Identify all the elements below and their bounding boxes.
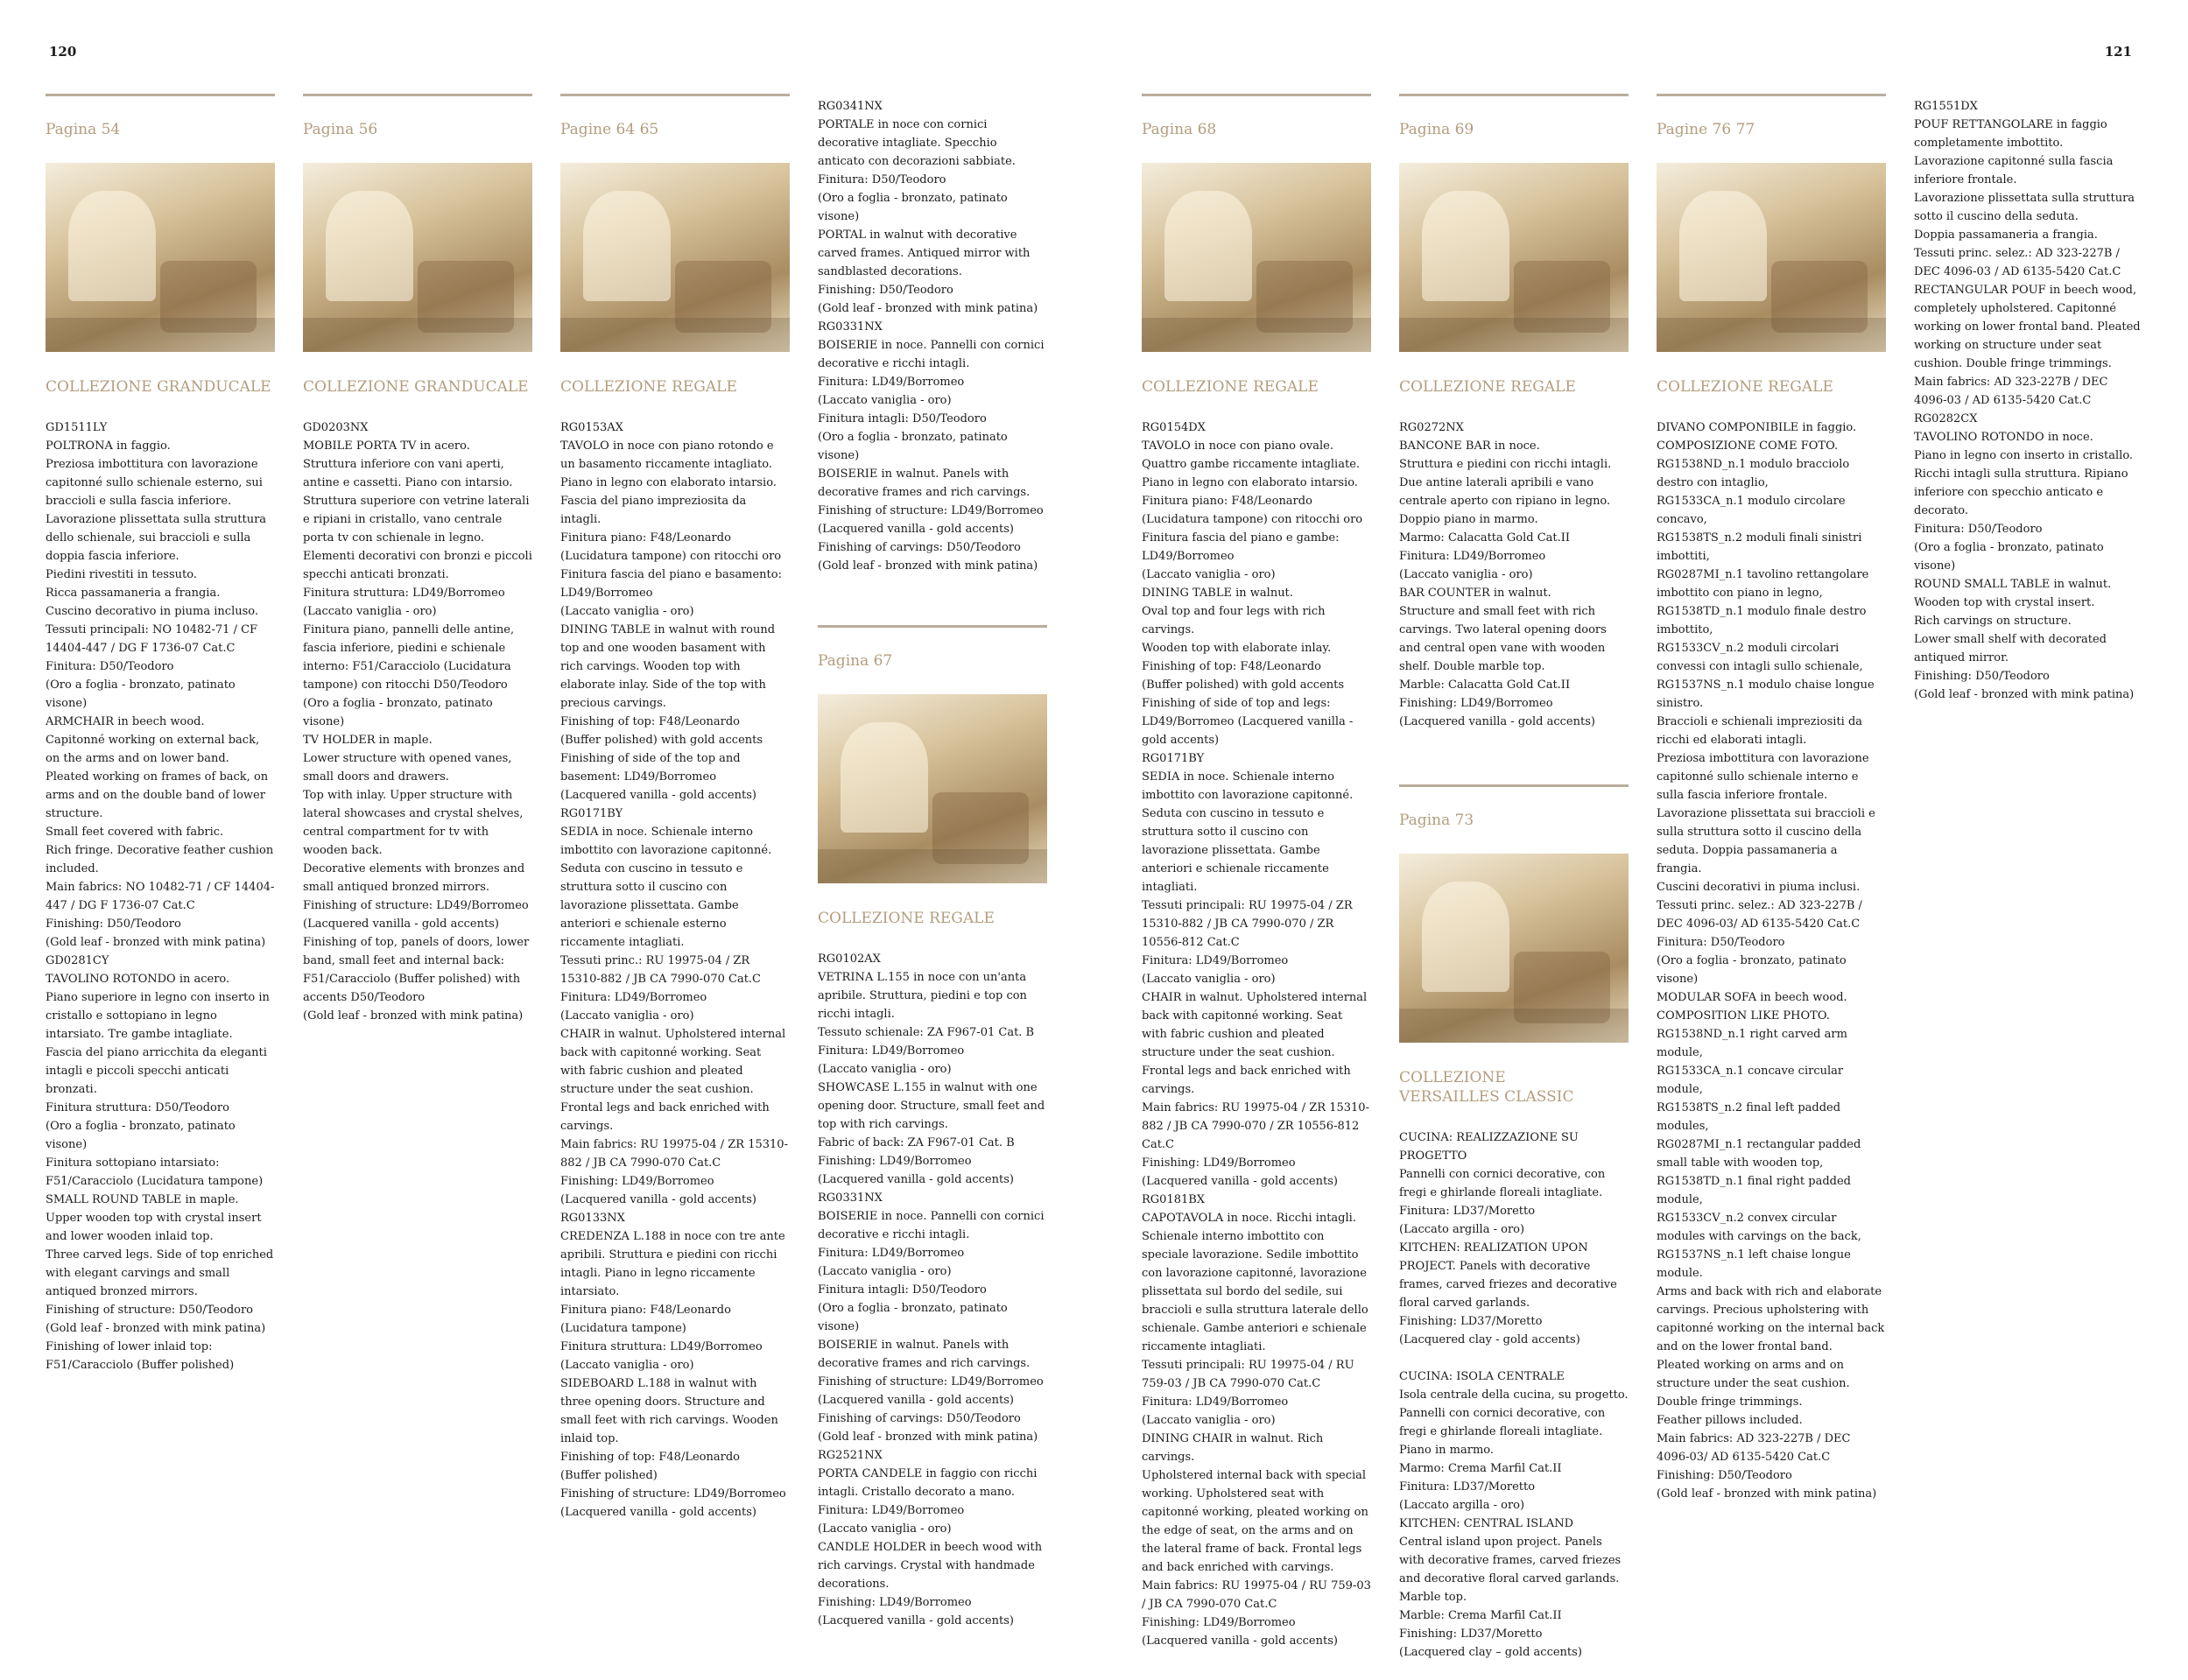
column-6 <box>1399 75 1629 1680</box>
collection-title: COLLEZIONE REGALE <box>560 378 737 396</box>
page-reference: Pagina 54 <box>46 121 121 138</box>
product-photo <box>1657 163 1886 352</box>
column-rule <box>303 94 532 96</box>
column-rule <box>560 94 790 96</box>
product-description: RG0272NX BANCONE BAR in noce. Struttura e piedini con ricchi intagli. Due antine laterali apribili e vano centrale aperto con ripiano in legno. Doppio piano in marmo. Marmo: Calacatta Gold Cat.II Finitura: LD49/Borromeo (Laccato vaniglia - oro) BAR COUNTER in walnut. Structure and small feet with rich carvings. Two lateral opening doors and central open vane with wooden shelf. Double marble top. Marble: Calacatta Gold Cat.II Finishing: LD49/Borromeo (Lacquered vanilla - gold accents) <box>1399 421 1612 728</box>
product-description: RG0154DX TAVOLO in noce con piano ovale. Quattro gambe riccamente intagliate. Piano in legno con elaborato intarsio. Finitura piano: F48/Leonardo (Lucidatura tampone) con ritocchi oro Finitura fascia del piano e gambe: LD49/Borromeo (Laccato vaniglia - oro) DINING TABLE in walnut. Oval top and four legs with rich carvings. Wooden top with elaborate inlay. Finishing of top: F48/Leonardo (Buffer polished) with gold accents Finishing of side of top and legs: LD49/Borromeo (Lacquered vanilla - gold accents) RG0171BY SEDIA in noce. Schienale interno imbottito con lavorazione capitonné. Seduta con cuscino in tessuto e struttura sotto il cuscino con lavorazione plissettata. Gambe anteriori e schienale riccamente intagliati. Tessuti principali: RU 19975-04 / ZR 15310-882 / JB CA 7990-070 / ZR 10556-812 Cat.C Finitura: LD49/Borromeo (Laccato vaniglia - oro) CHAIR in walnut. Upholstered internal back with capitonné working. Seat with fabric cushion and pleated structure under the seat cushion. Frontal legs and back enriched with carvings. Main fabrics: RU 19975-04 / ZR 15310-882 / JB CA 7990-070 / ZR 10556-812 Cat.C Finishing: LD49/Borromeo (Lacquered vanilla - gold accents) RG0181BX CAPOTAVOLA in noce. Ricchi intagli. Schienale interno imbottito con speciale lavorazione. Sedile imbottito con lavorazione capitonné, lavorazione plissettata sul bordo del sedile, sui braccioli e sulla struttura laterale dello schienale. Gambe anteriori e schienale riccamente intagliati. Tessuti principali: RU 19975-04 / RU 759-03 / JB CA 7990-070 Cat.C Finitura: LD49/Borromeo (Laccato vaniglia - oro) DINING CHAIR in walnut. Rich carvings. Upholstered internal back with special working. Upholstered seat with capitonné working, pleated working on the edge of seat, on the arms and on the lateral frame of back. Frontal legs and back enriched with carvings. Main fabrics: RU 19975-04 / RU 759-03 / JB CA 7990-070 Cat.C Finishing: LD49/Borromeo (Lacquered vanilla - gold accents) <box>1142 421 1371 1648</box>
product-photo <box>1399 163 1629 352</box>
product-description: RG1551DX POUF RETTANGOLARE in faggio completamente imbottito. Lavorazione capitonné sulla fascia inferiore frontale. Lavorazione plissettata sulla struttura sotto il cuscino della seduta. Doppia passamaneria a frangia. Tessuti princ. selez.: AD 323-227B / DEC 4096-03 / AD 6135-5420 Cat.C RECTANGULAR POUF in beech wood, completely upholstered. Capitonné working on lower frontal band. Pleated working on structure under seat cushion. Double fringe trimmings. Main fabrics: AD 323-227B / DEC 4096-03 / AD 6135-5420 Cat.C RG0282CX TAVOLINO ROTONDO in noce. Piano in legno con inserto in cristallo. Ricchi intagli sulla struttura. Ripiano inferiore con specchio anticato e decorato. Finitura: D50/Teodoro (Oro a foglia - bronzato, patinato visone) ROUND SMALL TABLE in walnut. Wooden top with crystal insert. Rich carvings on structure. Lower small shelf with decorated antiqued mirror. Finishing: D50/Teodoro (Gold leaf - bronzed with mink patina) <box>1914 100 2141 701</box>
page-reference: Pagine 76 77 <box>1657 121 1755 138</box>
page-number-right: 121 <box>2104 44 2132 60</box>
column-rule <box>818 625 1047 628</box>
collection-title: COLLEZIONE REGALE <box>1657 378 1833 396</box>
page-reference: Pagina 69 <box>1399 121 1474 138</box>
column-rule <box>1657 94 1886 96</box>
product-description: CUCINA: REALIZZAZIONE SU PROGETTO Pannelli con cornici decorative, con fregi e ghirlande floreali intagliate. Finitura: LD37/Moretto (Laccato argilla - oro) KITCHEN: REALIZATION UPON PROJECT. Panels with decorative frames, carved friezes and decorative floral carved garlands. Finishing: LD37/Moretto (Lacquered clay - gold accents) CUCINA: ISOLA CENTRALE Isola centrale della cucina, su progetto. Pannelli con cornici decorative, con fregi e ghirlande floreali intagliate. Piano in marmo. Marmo: Crema Marfil Cat.II Finitura: LD37/Moretto (Laccato argilla - oro) KITCHEN: CENTRAL ISLAND Central island upon project. Panels with decorative frames, carved friezes and decorative floral carved garlands. Marble top. Marble: Crema Marfil Cat.II Finishing: LD37/Moretto (Lacquered clay – gold accents) <box>1399 1131 1629 1659</box>
column-3 <box>560 75 790 1540</box>
page-reference: Pagina 67 <box>818 652 893 670</box>
product-description: RG0102AX VETRINA L.155 in noce con un'anta apribile. Struttura, piedini e top con ricchi intagli. Tessuto schienale: ZA F967-01 Cat. B Finitura: LD49/Borromeo (Laccato vaniglia - oro) SHOWCASE L.155 in walnut with one opening door. Structure, small feet and top with rich carvings. Fabric of back: ZA F967-01 Cat. B Finishing: LD49/Borromeo (Lacquered vanilla - gold accents) RG0331NX BOISERIE in noce. Pannelli con cornici decorative e ricchi intagli. Finitura: LD49/Borromeo (Laccato vaniglia - oro) Finitura intagli: D50/Teodoro (Oro a foglia - bronzato, patinato visone) BOISERIE in walnut. Panels with decorative frames and rich carvings. Finishing of structure: LD49/Borromeo (Lacquered vanilla - gold accents) Finishing of carvings: D50/Teodoro (Gold leaf - bronzed with mink patina) RG2521NX PORTA CANDELE in faggio con ricchi intagli. Cristallo decorato a mano. Finitura: LD49/Borromeo (Laccato vaniglia - oro) CANDLE HOLDER in beech wood with rich carvings. Crystal with handmade decorations. Finishing: LD49/Borromeo (Lacquered vanilla - gold accents) <box>818 952 1045 1627</box>
collection-title: COLLEZIONE REGALE <box>818 910 995 927</box>
collection-title: COLLEZIONE GRANDUCALE <box>303 378 529 396</box>
product-photo <box>818 694 1047 883</box>
product-description: RG0153AX TAVOLO in noce con piano rotondo e un basamento riccamente intagliato. Piano in legno con elaborato intarsio. Fascia del piano impreziosita da intagli. Finitura piano: F48/Leonardo (Lucidatura tampone) con ritocchi oro Finitura fascia del piano e basamento: LD49/Borromeo (Laccato vaniglia - oro) DINING TABLE in walnut with round top and one wooden basament with rich carvings. Wooden top with elaborate inlay. Side of the top with precious carvings. Finishing of top: F48/Leonardo (Buffer polished) with gold accents Finishing of side of the top and basement: LD49/Borromeo (Lacquered vanilla - gold accents) RG0171BY SEDIA in noce. Schienale interno imbottito con lavorazione capitonné. Seduta con cuscino in tessuto e struttura sotto il cuscino con lavorazione plissettata. Gambe anteriori e schienale esterno riccamente intagliati. Tessuti princ.: RU 19975-04 / ZR 15310-882 / JB CA 7990-070 Cat.C Finitura: LD49/Borromeo (Laccato vaniglia - oro) CHAIR in walnut. Upholstered internal back with capitonné working. Seat with fabric cushion and pleated structure under the seat cushion. Frontal legs and back enriched with carvings. Main fabrics: RU 19975-04 / ZR 15310- 882 / JB CA 7990-070 Cat.C Finishing: LD49/Borromeo (Lacquered vanilla - gold accents) RG0133NX CREDENZA L.188 in noce con tre ante apribili. Struttura e piedini con ricchi intagli. Piano in legno riccamente intarsiato. Finitura piano: F48/Leonardo (Lucidatura tampone) Finitura struttura: LD49/Borromeo (Laccato vaniglia - oro) SIDEBOARD L.188 in walnut with three opening doors. Structure and small feet with rich carvings. Wooden inlaid top. Finishing of top: F48/Leonardo (Buffer polished) Finishing of structure: LD49/Borromeo (Lacquered vanilla - gold accents) <box>560 421 788 1519</box>
page-reference: Pagina 56 <box>303 121 378 138</box>
product-description: DIVANO COMPONIBILE in faggio. COMPOSIZIONE COME FOTO. RG1538ND_n.1 modulo bracciolo destro con intaglio, RG1533CA_n.1 modulo circolare concavo, RG1538TS_n.2 moduli finali sinistri imbottiti, RG0287MI_n.1 tavolino rettangolare imbottito con piano in legno, RG1538TD_n.1 modulo finale destro imbottito, RG1533CV_n.2 moduli circolari convessi con intagli sullo schienale, RG1537NS_n.1 modulo chaise longue sinistro. Braccioli e schienali impreziositi da ricchi ed elaborati intagli. Preziosa imbottitura con lavorazione capitonné sullo schienale interno e sulla fascia inferiore frontale. Lavorazione plissettata sui braccioli e sulla struttura sotto il cuscino della seduta. Doppia passamaneria a frangia. Cuscini decorativi in piuma inclusi. Tessuti princ. selez.: AD 323-227B / DEC 4096-03/ AD 6135-5420 Cat.C Finitura: D50/Teodoro (Oro a foglia - bronzato, patinato visone) MODULAR SOFA in beech wood. COMPOSITION LIKE PHOTO. RG1538ND_n.1 right carved arm module, RG1533CA_n.1 concave circular module, RG1538TS_n.2 final left padded modules, RG0287MI_n.1 rectangular padded small table with wooden top, RG1538TD_n.1 final right padded module, RG1533CV_n.2 convex circular modules with carvings on the back, RG1537NS_n.1 left chaise longue module. Arms and back with rich and elaborate carvings. Precious upholstering with capitonné working on the internal back and on the lower frontal band. Pleated working on arms and on structure under the seat cushion. Double fringe trimmings. Feather pillows included. Main fabrics: AD 323-227B / DEC 4096-03/ AD 6135-5420 Cat.C Finishing: D50/Teodoro (Gold leaf - bronzed with mink patina) <box>1657 421 1885 1501</box>
collection-title: COLLEZIONE REGALE <box>1142 378 1319 396</box>
column-4 <box>818 79 1047 1648</box>
product-description: GD0203NX MOBILE PORTA TV in acero. Struttura inferiore con vani aperti, antine e cassetti. Piano con intarsio. Struttura superiore con vetrine laterali e ripiani in cristallo, vano centrale porta tv con schienale in legno. Elementi decorativi con bronzi e piccoli specchi anticati bronzati. Finitura struttura: LD49/Borromeo (Laccato vaniglia - oro) Finitura piano, pannelli delle antine, fascia inferiore, piedini e schienale interno: F51/Caracciolo (Lucidatura tampone) con ritocchi D50/Teodoro (Oro a foglia - bronzato, patinato visone) TV HOLDER in maple. Lower structure with opened vanes, small doors and drawers. Top with inlay. Upper structure with lateral showcases and crystal shelves, central compartment for tv with wooden back. Decorative elements with bronzes and small antiqued bronzed mirrors. Finishing of structure: LD49/Borromeo (Lacquered vanilla - gold accents) Finishing of top, panels of doors, lower band, small feet and internal back: F51/Caracciolo (Buffer polished) with accents D50/Teodoro (Gold leaf - bronzed with mink patina) <box>303 421 532 1023</box>
product-photo <box>303 163 532 352</box>
column-5 <box>1142 75 1371 1669</box>
collection-title: COLLEZIONE GRANDUCALE <box>46 378 271 396</box>
column-rule <box>1399 94 1629 96</box>
column-7 <box>1657 75 1886 1522</box>
column-rule <box>46 94 275 96</box>
column-2 <box>303 75 532 1044</box>
product-photo <box>46 163 275 352</box>
column-1 <box>46 75 275 1393</box>
product-photo <box>1399 854 1629 1043</box>
page-reference: Pagina 68 <box>1142 121 1217 138</box>
page-reference: Pagine 64 65 <box>560 121 659 138</box>
product-photo <box>560 163 790 352</box>
column-rule <box>1399 784 1629 787</box>
collection-title: COLLEZIONE VERSAILLES CLASSIC <box>1399 1069 1574 1106</box>
product-description: GD1511LY POLTRONA in faggio. Preziosa imbottitura con lavorazione capitonné sullo schienale esterno, sui braccioli e sulla fascia inferiore. Lavorazione plissettata sulla struttura dello schienale, sui braccioli e sulla doppia fascia inferiore. Piedini rivestiti in tessuto. Ricca passamaneria a frangia. Cuscino decorativo in piuma incluso. Tessuti principali: NO 10482-71 / CF 14404-447 / DG F 1736-07 Cat.C Finitura: D50/Teodoro (Oro a foglia - bronzato, patinato visone) ARMCHAIR in beech wood. Capitonné working on external back, on the arms and on lower band. Pleated working on frames of back, on arms and on the double band of lower structure. Small feet covered with fabric. Rich fringe. Decorative feather cushion included. Main fabrics: NO 10482-71 / CF 14404-447 / DG F 1736-07 Cat.C Finishing: D50/Teodoro (Gold leaf - bronzed with mink patina) GD0281CY TAVOLINO ROTONDO in acero. Piano superiore in legno con inserto in cristallo e sottopiano in legno intarsiato. Tre gambe intagliate. Fascia del piano arricchita da eleganti intagli e piccoli specchi anticati bronzati. Finitura struttura: D50/Teodoro (Oro a foglia - bronzato, patinato visone) Finitura sottopiano intarsiato: F51/Caracciolo (Lucidatura tampone) SMALL ROUND TABLE in maple. Upper wooden top with crystal insert and lower wooden inlaid top. Three carved legs. Side of top enriched with elegant carvings and small antiqued bronzed mirrors. Finishing of structure: D50/Teodoro (Gold leaf - bronzed with mink patina) Finishing of lower inlaid top: F51/Caracciolo (Buffer polished) <box>46 421 275 1372</box>
product-description: RG0341NX PORTALE in noce con cornici decorative intagliate. Specchio anticato con decorazioni sabbiate. Finitura: D50/Teodoro (Oro a foglia - bronzato, patinato visone) PORTAL in walnut with decorative carved frames. Antiqued mirror with sandblasted decorations. Finishing: D50/Teodoro (Gold leaf - bronzed with mink patina) RG0331NX BOISERIE in noce. Pannelli con cornici decorative e ricchi intagli. Finitura: LD49/Borromeo (Laccato vaniglia - oro) Finitura intagli: D50/Teodoro (Oro a foglia - bronzato, patinato visone) BOISERIE in walnut. Panels with decorative frames and rich carvings. Finishing of structure: LD49/Borromeo (Lacquered vanilla - gold accents) Finishing of carvings: D50/Teodoro (Gold leaf - bronzed with mink patina) <box>818 100 1045 573</box>
collection-title: COLLEZIONE REGALE <box>1399 378 1576 396</box>
product-photo <box>1142 163 1371 352</box>
page-reference: Pagina 73 <box>1399 812 1474 829</box>
column-rule <box>1142 94 1371 96</box>
column-8 <box>1914 79 2143 722</box>
page-number-left: 120 <box>49 44 77 60</box>
